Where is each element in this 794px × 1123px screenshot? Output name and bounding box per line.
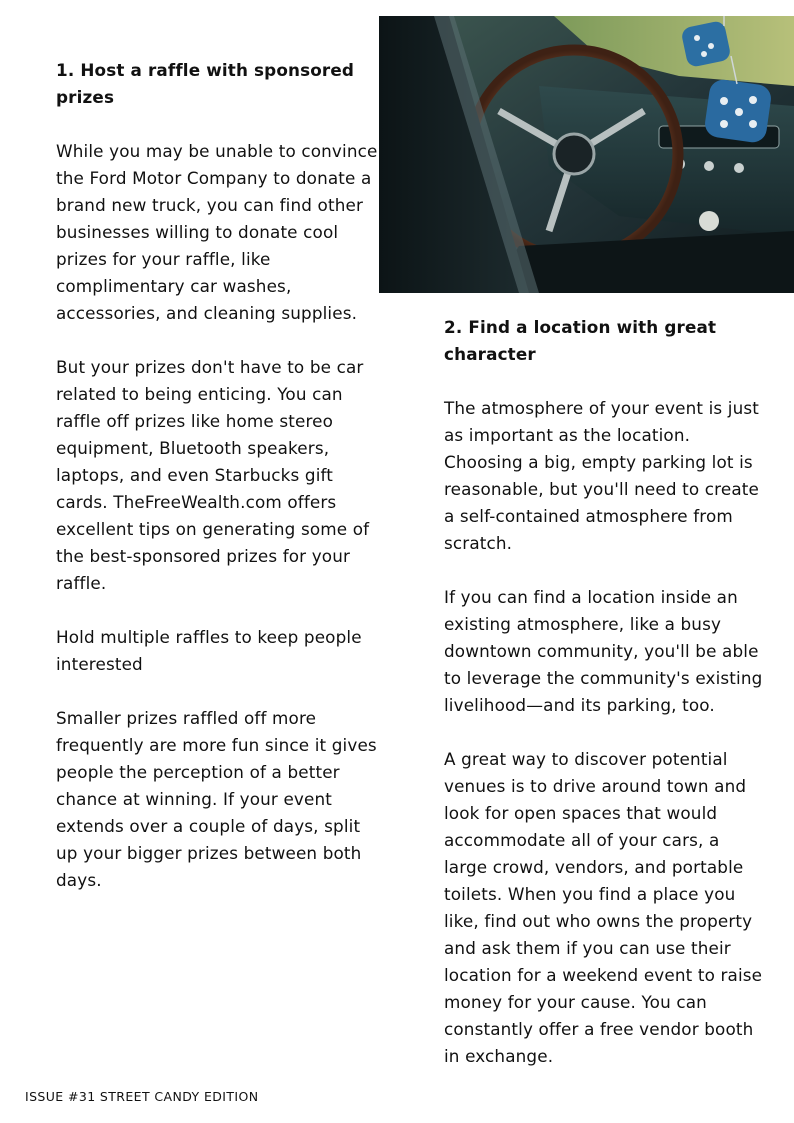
paragraph: A great way to discover potential venues is to drive around town and look for open spaces that would accommodate all of your cars, a large crowd, vendors, and portable toilets. When you find a place you like, find out who owns the property and ask them if you can use their location for a weekend event to raise money for your cause. You can constantly offer a free vendor booth in exchange. (444, 749, 763, 1066)
section-heading-location: 2. Find a location with great character (444, 317, 717, 364)
right-column (444, 314, 766, 1097)
issue-footer: ISSUE #31 STREET CANDY EDITION (25, 1089, 259, 1104)
paragraph: Hold multiple raffles to keep people interested (56, 627, 362, 674)
paragraph: The atmosphere of your event is just as important as the location. Choosing a big, empty parking lot is reasonable, but you'll need to create a self-contained atmosphere from scratch. (444, 398, 760, 553)
section-heading-raffle: 1. Host a raffle with sponsored prizes (56, 60, 355, 107)
left-column (56, 57, 378, 921)
paragraph: If you can find a location inside an existing atmosphere, like a busy downtown community, you'll be able to leverage the community's existing livelihood—and its parking, too. (444, 587, 763, 715)
car-interior-photo (379, 16, 794, 293)
paragraph: While you may be unable to convince the Ford Motor Company to donate a brand new truck, you can find other businesses willing to donate cool prizes for your raffle, like complimentary car washes, accessories, and cleaning supplies. (56, 141, 378, 323)
paragraph: But your prizes don't have to be car related to being enticing. You can raffle off prizes like home stereo equipment, Bluetooth speakers, laptops, and even Starbucks gift cards. TheFreeWealth.com offers excellent tips on generating some of the best-sponsored prizes for your raffle. (56, 357, 370, 593)
paragraph: Smaller prizes raffled off more frequently are more fun since it gives people the perception of a better chance at winning. If your event extends over a couple of days, split up your bigger prizes between both days. (56, 708, 377, 890)
